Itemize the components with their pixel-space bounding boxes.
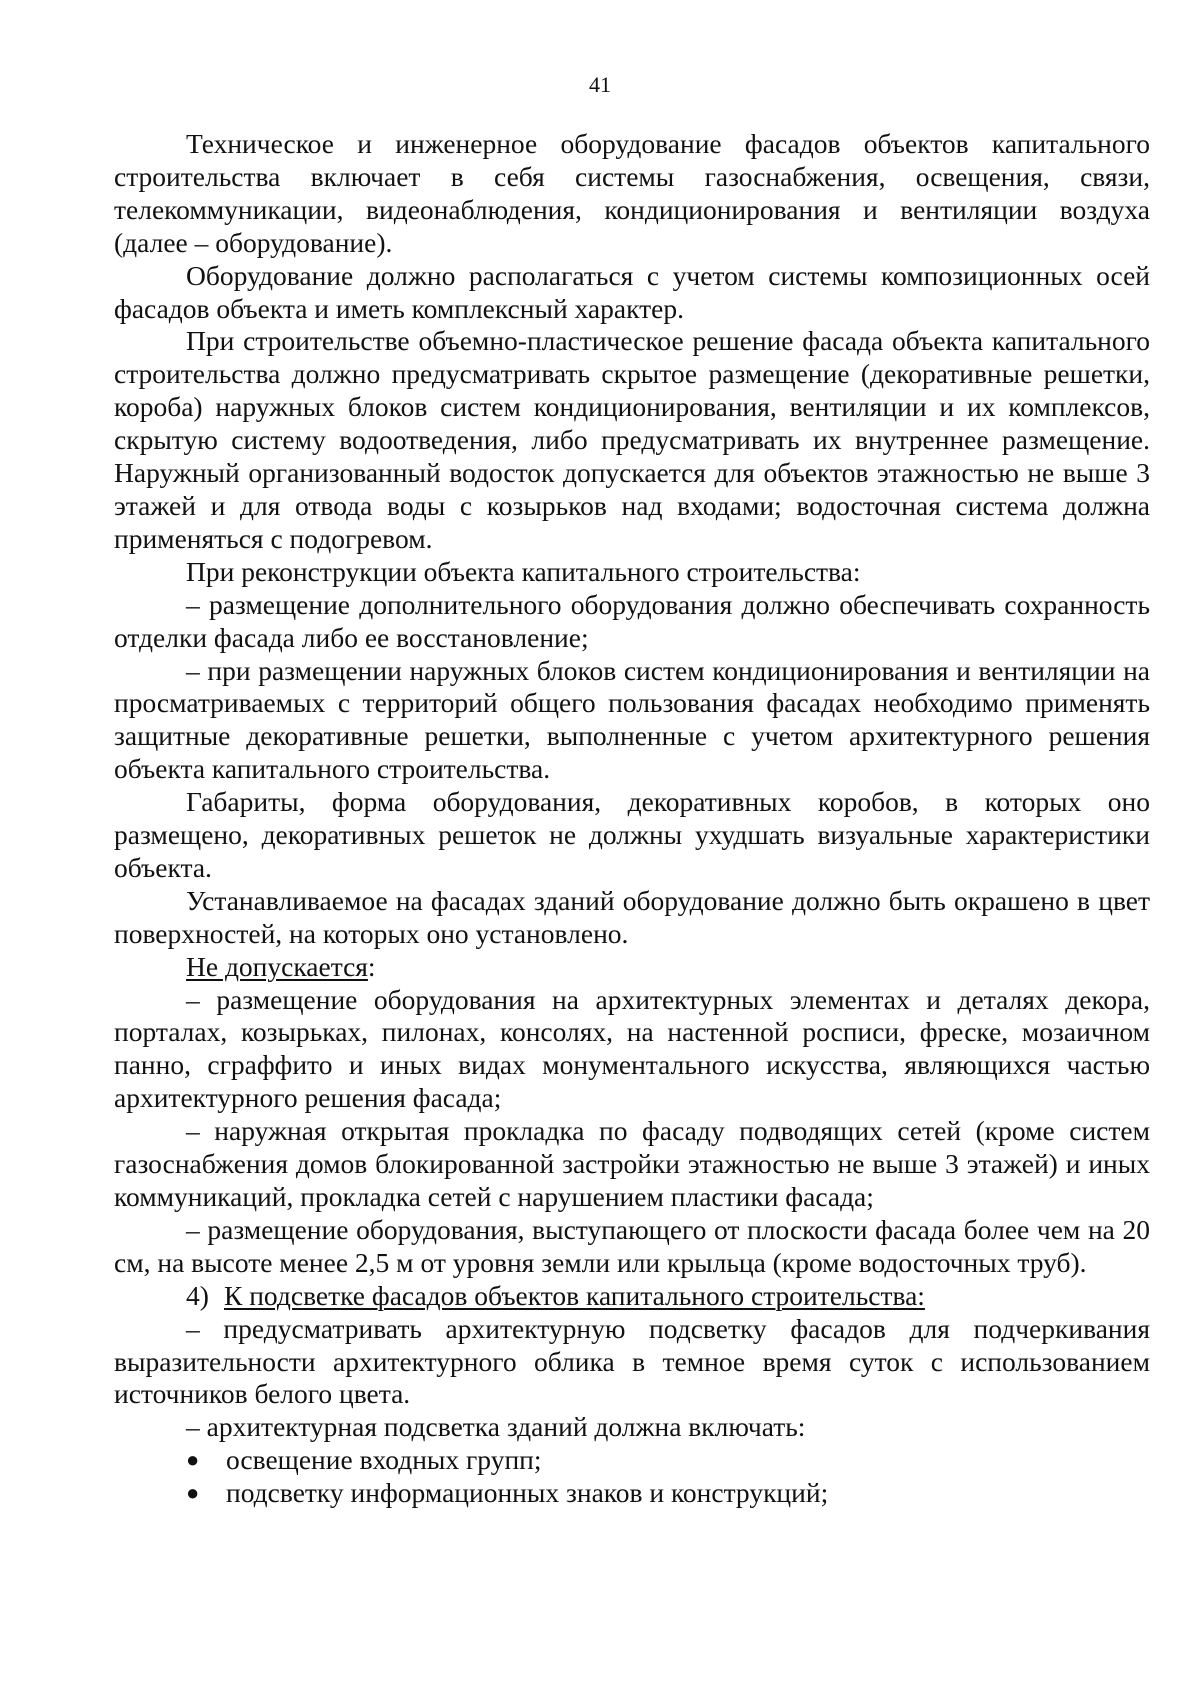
document-body [114,128,1150,1510]
not-allowed-heading: Не допускается [186,950,368,982]
section-4-number: 4) [186,1279,209,1311]
not-allowed-heading-line [114,951,1150,984]
paragraph-composition-axes: Оборудование должно располагаться с учетом системы композиционных осей фасадов объекта и иметь комплексный характер. [114,259,1150,324]
not-allowed-colon: : [367,950,376,982]
bullet-text: освещение входных групп; [226,1444,542,1476]
paragraph-construction-requirements: При строительстве объемно-пластическое решение фасада объекта капитального строительства должно предусматривать скрытое размещение (декоративные решетки, короба) наружных блоков систем кондиционирования, вентиляции и их комплексов, скрытую систему водоотведения, либо предусматривать их внутреннее размещение. Наружный организованный водосток допускается для объектов этажностью не выше 3 этажей и для отвода воды с козырьков над входами; водосточная система должна применяться с подогревом. [114,325,1150,554]
bullet-icon: ● [186,1447,200,1473]
paragraph-equipment-definition: Техническое и инженерное оборудование фасадов объектов капитального строительства включает в себя системы газоснабжения, освещения, связи, телекоммуникации, видеонаблюдения, кондиционирования и вентиляции воздуха (далее – оборудование). [114,128,1150,258]
paragraph-reconstruction-intro: При реконструкции объекта капитального строительства: [186,555,861,587]
bullet-list-item [114,1444,1150,1477]
section-4-item-1: – предусматривать архитектурную подсветку фасадов для подчеркивания выразительности архитектурного облика в темное время суток с использованием источников белого цвета. [114,1312,1150,1410]
bullet-icon: ● [186,1480,200,1506]
paragraph-color: Устанавливаемое на фасадах зданий оборудование должно быть окрашено в цвет поверхностей, на которых оно установлено. [114,884,1150,949]
paragraph-reconstruction-item-1: – размещение дополнительного оборудования должно обеспечивать сохранность отделки фасада либо ее восстановление; [114,588,1150,653]
not-allowed-item-3: – размещение оборудования, выступающего от плоскости фасада более чем на 20 см, на высоте менее 2,5 м от уровня земли или крыльца (кроме водосточных труб). [114,1213,1150,1278]
section-4-heading-line [114,1280,1150,1313]
bullet-list-item [114,1477,1150,1510]
section-4-item-2: – архитектурная подсветка зданий должна включать: [186,1411,806,1443]
paragraph-dimensions: Габариты, форма оборудования, декоративных коробов, в которых оно размещено, декоративных решеток не должны ухудшать визуальные характеристики объекта. [114,786,1150,883]
paragraph-reconstruction-item-2: – при размещении наружных блоков систем кондиционирования и вентиляции на просматриваемых с территорий общего пользования фасадах необходимо применять защитные декоративные решетки, выполненные с учетом архитектурного решения объекта капитального строительства. [114,654,1150,785]
page-number: 41 [589,72,611,97]
bullet-text: подсветку информационных знаков и конструкций; [226,1477,829,1509]
not-allowed-item-2: – наружная открытая прокладка по фасаду подводящих сетей (кроме систем газоснабжения домов блокированной застройки этажностью не выше 3 этажей) и иных коммуникаций, прокладка сетей с нарушением пластики фасада; [114,1115,1150,1212]
not-allowed-item-1: – размещение оборудования на архитектурных элементах и деталях декора, порталах, козырьках, пилонах, консолях, на настенной росписи, фреске, мозаичном панно, сграффито и иных видах монументального искусства, являющихся частью архитектурного решения фасада; [114,983,1150,1114]
section-4-heading: К подсветке фасадов объектов капитального строительства: [224,1279,925,1311]
